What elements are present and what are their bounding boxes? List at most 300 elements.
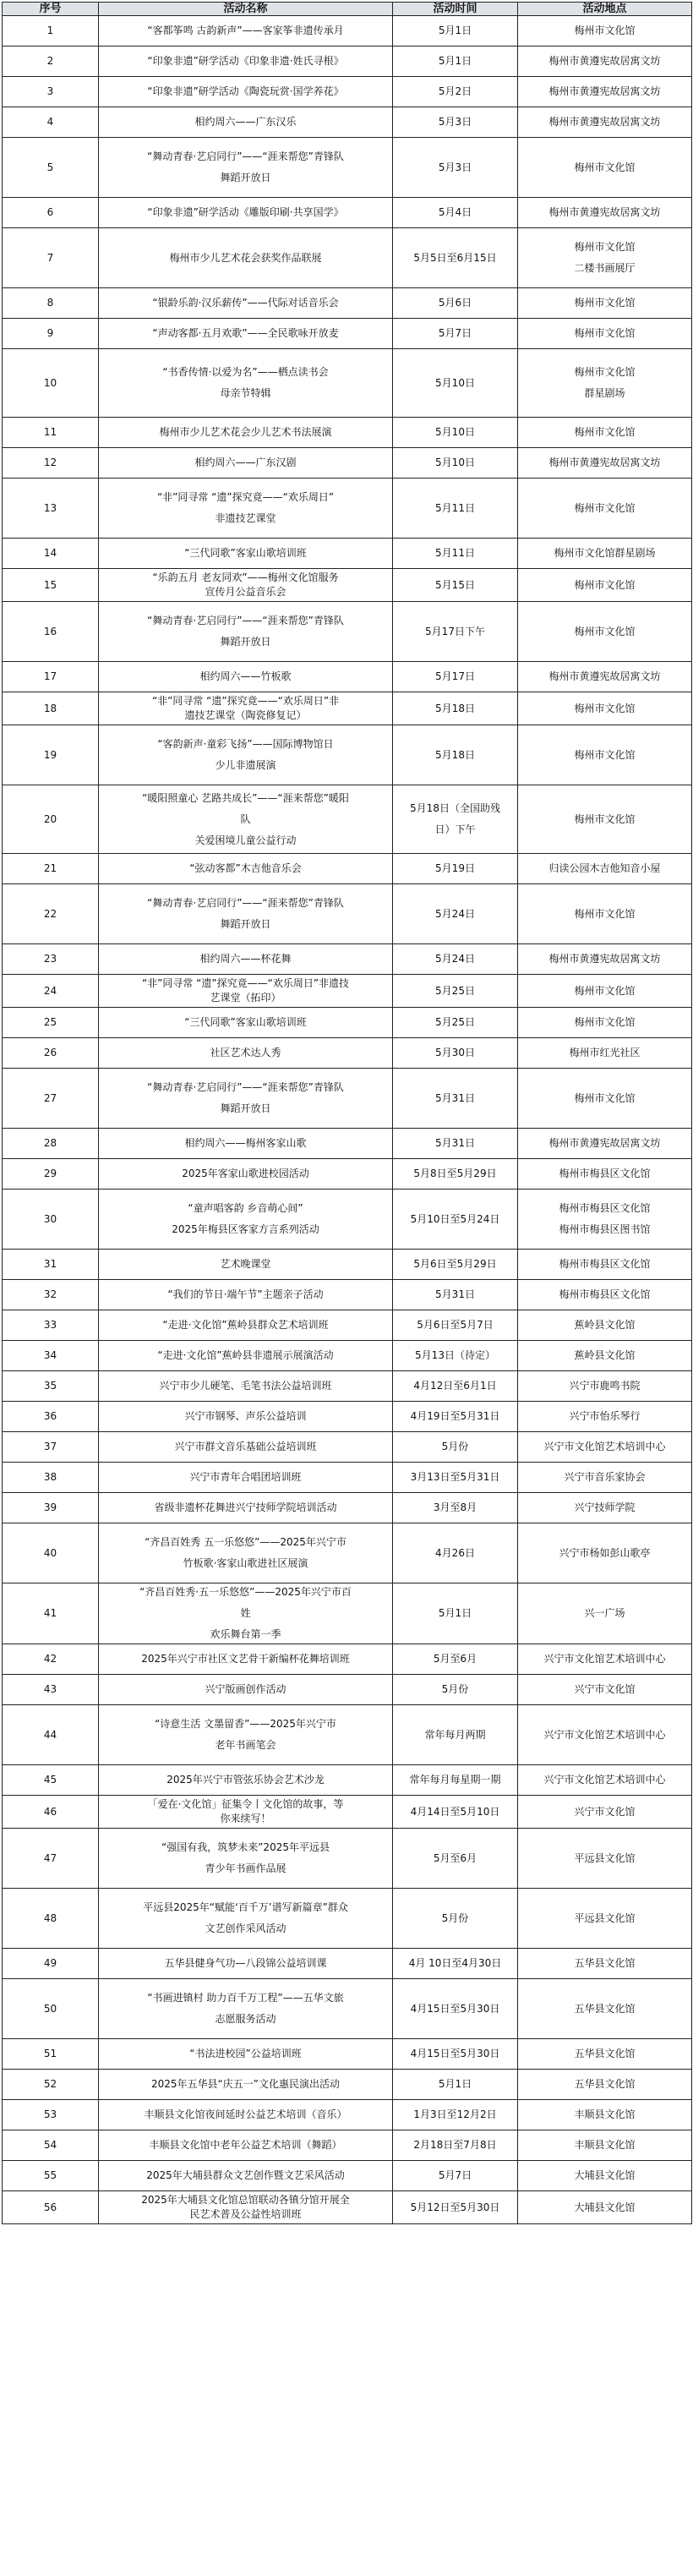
cell-name-line: “乐韵五月 老友同欢”——梅州文化馆服务 bbox=[152, 572, 339, 583]
cell-place-line: 五华县文化馆 bbox=[574, 2078, 636, 2090]
cell-time bbox=[393, 349, 518, 418]
cell-no: 26 bbox=[3, 1038, 99, 1069]
cell-place-line: 兴宁市文化馆艺术培训中心 bbox=[543, 1653, 666, 1665]
cell-name-line: “舞动青春·艺启同行”——“涯来帮您”青锋队 bbox=[147, 897, 344, 909]
cell-name-line: 兴宁市少儿硬笔、毛笔书法公益培训班 bbox=[159, 1380, 332, 1392]
cell-no: 3 bbox=[3, 77, 99, 107]
cell-no: 1 bbox=[3, 16, 99, 46]
cell-place bbox=[518, 1765, 692, 1796]
cell-name bbox=[99, 1310, 393, 1341]
cell-name-line: 兴宁市青年合唱团培训班 bbox=[189, 1471, 302, 1483]
cell-place bbox=[518, 692, 692, 725]
cell-place-line: 平远县文化馆 bbox=[574, 1911, 636, 1924]
cell-place-line: 梅州市文化馆 bbox=[574, 812, 636, 825]
cell-time-line: 5月1日 bbox=[438, 25, 472, 36]
cell-time-line: 5月1日 bbox=[438, 2078, 472, 2090]
cell-no: 30 bbox=[3, 1190, 99, 1250]
cell-time bbox=[393, 785, 518, 854]
cell-place bbox=[518, 2039, 692, 2070]
cell-time-line: 日）下午 bbox=[434, 823, 476, 835]
table-row bbox=[3, 107, 692, 138]
cell-time bbox=[393, 1371, 518, 1402]
cell-time-line: 5月6日至5月7日 bbox=[417, 1319, 494, 1331]
cell-name-line: “诗意生活 文墨留香”——2025年兴宁市 bbox=[155, 1718, 336, 1730]
table-row bbox=[3, 1675, 692, 1705]
cell-no: 25 bbox=[3, 1008, 99, 1038]
cell-place bbox=[518, 854, 692, 884]
cell-place bbox=[518, 1159, 692, 1190]
cell-name-line: 省级非遗杯花舞进兴宁技师学院培训活动 bbox=[154, 1501, 337, 1513]
cell-no: 51 bbox=[3, 2039, 99, 2070]
cell-time-line: 5月1日 bbox=[438, 1607, 472, 1619]
cell-name-line: “走进·文化馆”蕉岭县非遗展示展演活动 bbox=[157, 1349, 334, 1361]
cell-name bbox=[99, 725, 393, 785]
cell-name bbox=[99, 1675, 393, 1705]
cell-place-line: 兴宁市鹿鸣书院 bbox=[569, 1380, 641, 1392]
table-row bbox=[3, 725, 692, 785]
table-row bbox=[3, 288, 692, 319]
cell-time-line: 5月18日 bbox=[435, 702, 475, 714]
cell-name-line: 艺课堂（拓印） bbox=[210, 992, 281, 1004]
cell-no: 6 bbox=[3, 198, 99, 228]
header-place: 活动地点 bbox=[518, 3, 692, 16]
cell-name-line: 艺术晚课堂 bbox=[220, 1258, 271, 1270]
cell-place bbox=[518, 448, 692, 479]
cell-time-line: 5月17日下午 bbox=[425, 625, 485, 637]
cell-place bbox=[518, 138, 692, 198]
cell-no: 36 bbox=[3, 1402, 99, 1432]
cell-time-line: 5月10日 bbox=[435, 376, 475, 389]
table-row bbox=[3, 1129, 692, 1159]
table-row bbox=[3, 1463, 692, 1493]
cell-name-line: 竹板歌·客家山歌进社区展演 bbox=[183, 1557, 308, 1569]
cell-name-line: “印象非遗”研学活动《陶瓷玩赏·国学养花》 bbox=[147, 85, 344, 97]
cell-name-line: 2025年客家山歌进校园活动 bbox=[182, 1168, 309, 1179]
cell-time-line: 5月3日 bbox=[438, 161, 472, 173]
table-row bbox=[3, 448, 692, 479]
cell-name-line: “舞动青春·艺启同行”——“涯来帮您”青锋队 bbox=[147, 615, 344, 626]
cell-time-line: 5月8日至5月29日 bbox=[413, 1168, 497, 1179]
cell-name-line: 2025年大埔县群众文艺创作暨文艺采风活动 bbox=[146, 2169, 345, 2181]
cell-no: 37 bbox=[3, 1432, 99, 1463]
cell-name bbox=[99, 1341, 393, 1371]
cell-name bbox=[99, 1644, 393, 1675]
cell-time-line: 5月5日至6月15日 bbox=[413, 251, 497, 264]
cell-time-line: 5月24日 bbox=[435, 953, 475, 965]
table-row bbox=[3, 785, 692, 854]
table-row bbox=[3, 1493, 692, 1523]
cell-name bbox=[99, 2191, 393, 2224]
cell-name bbox=[99, 1583, 393, 1644]
cell-name bbox=[99, 662, 393, 692]
table-row bbox=[3, 1523, 692, 1583]
cell-place bbox=[518, 319, 692, 349]
cell-place bbox=[518, 2100, 692, 2130]
cell-name-line: 2025年兴宁市管弦乐协会艺术沙龙 bbox=[166, 1774, 325, 1786]
cell-place-line: 梅州市梅县区文化馆 bbox=[559, 1258, 651, 1270]
cell-time bbox=[393, 1008, 518, 1038]
cell-name bbox=[99, 1008, 393, 1038]
cell-time-line: 5月7日 bbox=[438, 2169, 472, 2181]
cell-place bbox=[518, 46, 692, 77]
cell-name-line: 民艺术普及公益性培训班 bbox=[189, 2208, 302, 2220]
cell-place bbox=[518, 288, 692, 319]
cell-no: 28 bbox=[3, 1129, 99, 1159]
cell-name-line: “非”同寻常 “遗”探究竟——“欢乐周日” bbox=[156, 491, 335, 503]
cell-time-line: 5月7日 bbox=[438, 327, 472, 339]
cell-name bbox=[99, 2100, 393, 2130]
cell-time bbox=[393, 1159, 518, 1190]
cell-place-line: 兴宁市文化馆 bbox=[574, 1683, 636, 1695]
cell-name bbox=[99, 1250, 393, 1280]
cell-name-line: 「爱在·文化馆」征集令丨文化馆的故事，等 bbox=[147, 1798, 344, 1810]
cell-name-line: 欢乐舞台第一季 bbox=[210, 1628, 281, 1640]
cell-time bbox=[393, 319, 518, 349]
cell-place-line: 梅州市文化馆 bbox=[574, 501, 636, 514]
cell-name-line: 梅州市少儿艺术花会获奖作品联展 bbox=[169, 251, 322, 264]
cell-place bbox=[518, 1038, 692, 1069]
cell-name bbox=[99, 16, 393, 46]
cell-time bbox=[393, 1675, 518, 1705]
cell-name-line: 舞蹈开放日 bbox=[220, 918, 271, 930]
header-time: 活动时间 bbox=[393, 3, 518, 16]
table-row bbox=[3, 884, 692, 944]
table-row bbox=[3, 1829, 692, 1889]
table-row bbox=[3, 228, 692, 288]
cell-name bbox=[99, 349, 393, 418]
cell-name-line: “非”同寻常 “遗”探究竟——“欢乐周日”非 bbox=[151, 695, 340, 707]
cell-name bbox=[99, 1280, 393, 1310]
table-row bbox=[3, 1979, 692, 2039]
table-row bbox=[3, 569, 692, 602]
table-row bbox=[3, 2130, 692, 2161]
cell-name bbox=[99, 1069, 393, 1129]
cell-time bbox=[393, 602, 518, 662]
cell-time-line: 5月6日 bbox=[438, 297, 472, 309]
cell-time-line: 5月24日 bbox=[435, 907, 475, 920]
cell-place-line: 五华县文化馆 bbox=[574, 1957, 636, 1969]
cell-place-line: 五华县文化馆 bbox=[574, 2002, 636, 2015]
cell-place bbox=[518, 1705, 692, 1765]
cell-time bbox=[393, 1523, 518, 1583]
cell-name bbox=[99, 944, 393, 975]
cell-time bbox=[393, 418, 518, 448]
table-header-row bbox=[3, 3, 692, 16]
cell-place-line: 梅州市文化馆 bbox=[574, 25, 636, 36]
cell-time bbox=[393, 1402, 518, 1432]
cell-place-line: 梅州市文化馆 bbox=[574, 161, 636, 173]
cell-name bbox=[99, 1889, 393, 1949]
cell-time bbox=[393, 1493, 518, 1523]
cell-place bbox=[518, 1402, 692, 1432]
cell-no: 19 bbox=[3, 725, 99, 785]
cell-time-line: 4月19日至5月31日 bbox=[410, 1410, 500, 1422]
cell-place-line: 大埔县文化馆 bbox=[574, 2201, 636, 2213]
cell-time bbox=[393, 138, 518, 198]
cell-place bbox=[518, 418, 692, 448]
cell-name bbox=[99, 1129, 393, 1159]
table-row bbox=[3, 602, 692, 662]
cell-name bbox=[99, 854, 393, 884]
cell-name-line: “强国有我，筑梦未来”2025年平远县 bbox=[161, 1841, 330, 1853]
cell-place bbox=[518, 16, 692, 46]
table-row bbox=[3, 539, 692, 569]
cell-time-line: 3月13日至5月31日 bbox=[410, 1471, 500, 1483]
cell-name-line: 丰顺县文化馆夜间延时公益艺术培训（音乐） bbox=[144, 2108, 347, 2120]
cell-time-line: 5月10日 bbox=[435, 426, 475, 438]
cell-time bbox=[393, 1190, 518, 1250]
cell-no: 15 bbox=[3, 569, 99, 602]
cell-place bbox=[518, 1796, 692, 1829]
cell-place-line: 梅州市文化馆 bbox=[574, 366, 636, 378]
cell-place bbox=[518, 1310, 692, 1341]
cell-name-line: “非”同寻常 “遗”探究竟——“欢乐周日”非遗技 bbox=[141, 977, 350, 989]
cell-name-line: “齐昌百姓秀·五一乐悠悠”——2025年兴宁市百 bbox=[139, 1586, 352, 1598]
cell-time bbox=[393, 2191, 518, 2224]
cell-time-line: 5月1日 bbox=[438, 55, 472, 67]
cell-name bbox=[99, 228, 393, 288]
cell-no: 4 bbox=[3, 107, 99, 138]
cell-time-line: 3月至8月 bbox=[433, 1501, 477, 1513]
table-row bbox=[3, 1038, 692, 1069]
cell-time-line: 5月6日至5月29日 bbox=[413, 1258, 497, 1270]
cell-name-line: 相约周六——竹板歌 bbox=[199, 670, 292, 682]
cell-name bbox=[99, 1949, 393, 1979]
cell-name-line: “客都筝鸣 古韵新声”——客家筝非遗传承月 bbox=[147, 25, 344, 36]
cell-name bbox=[99, 1705, 393, 1765]
cell-time bbox=[393, 975, 518, 1008]
cell-place bbox=[518, 1583, 692, 1644]
cell-place-line: 丰顺县文化馆 bbox=[574, 2139, 636, 2151]
cell-no: 7 bbox=[3, 228, 99, 288]
cell-place-line: 梅州市黄遵宪故居寓文坊 bbox=[548, 953, 661, 965]
cell-time bbox=[393, 107, 518, 138]
cell-time bbox=[393, 1889, 518, 1949]
cell-no: 10 bbox=[3, 349, 99, 418]
cell-no: 13 bbox=[3, 479, 99, 539]
table-row bbox=[3, 1889, 692, 1949]
cell-place-line: 梅州市文化馆 bbox=[574, 907, 636, 920]
cell-no: 40 bbox=[3, 1523, 99, 1583]
cell-time-line: 5月12日至5月30日 bbox=[410, 2201, 500, 2213]
cell-place-line: 丰顺县文化馆 bbox=[574, 2108, 636, 2120]
cell-name bbox=[99, 2161, 393, 2191]
cell-no: 39 bbox=[3, 1493, 99, 1523]
cell-time-line: 4月12日至6月1日 bbox=[413, 1380, 497, 1392]
cell-time bbox=[393, 1250, 518, 1280]
table-row bbox=[3, 138, 692, 198]
cell-place-line: 梅州市黄遵宪故居寓文坊 bbox=[548, 85, 661, 97]
cell-place bbox=[518, 1675, 692, 1705]
cell-no: 48 bbox=[3, 1889, 99, 1949]
cell-name-line: 文艺创作采风活动 bbox=[205, 1922, 286, 1934]
cell-time bbox=[393, 198, 518, 228]
cell-place bbox=[518, 1644, 692, 1675]
cell-no: 44 bbox=[3, 1705, 99, 1765]
cell-place-line: 归读公园木吉他知音小屋 bbox=[548, 862, 661, 874]
cell-place bbox=[518, 77, 692, 107]
cell-place bbox=[518, 1979, 692, 2039]
table-row bbox=[3, 2070, 692, 2100]
cell-name bbox=[99, 479, 393, 539]
cell-time bbox=[393, 944, 518, 975]
cell-place bbox=[518, 1829, 692, 1889]
cell-name bbox=[99, 1159, 393, 1190]
cell-time-line: 常年每月两期 bbox=[424, 1728, 486, 1741]
cell-place-line: 梅州市文化馆 bbox=[574, 241, 636, 253]
cell-name-line: 关爱困境儿童公益行动 bbox=[194, 834, 297, 846]
cell-name bbox=[99, 1190, 393, 1250]
cell-time-line: 5月份 bbox=[441, 1441, 469, 1452]
cell-place-line: 梅州市文化馆 bbox=[574, 625, 636, 637]
cell-name-line: 相约周六——广东汉乐 bbox=[194, 116, 297, 128]
cell-no: 46 bbox=[3, 1796, 99, 1829]
cell-time bbox=[393, 1796, 518, 1829]
cell-place-line: 梅州市文化馆 bbox=[574, 297, 636, 309]
cell-name-line: 非遗技艺课堂 bbox=[215, 512, 276, 524]
cell-no: 56 bbox=[3, 2191, 99, 2224]
cell-place-line: 大埔县文化馆 bbox=[574, 2169, 636, 2181]
cell-name-line: 2025年大埔县文化馆总馆联动各镇分馆开展全 bbox=[141, 2194, 350, 2206]
cell-time bbox=[393, 288, 518, 319]
cell-time-line: 5月至6月 bbox=[433, 1653, 477, 1665]
cell-time bbox=[393, 2070, 518, 2100]
cell-name bbox=[99, 1829, 393, 1889]
cell-time-line: 5月10日 bbox=[435, 457, 475, 468]
table-row bbox=[3, 1371, 692, 1402]
cell-name-line: 2025年五华县“庆五一”文化惠民演出活动 bbox=[151, 2078, 340, 2090]
cell-time bbox=[393, 2100, 518, 2130]
cell-place bbox=[518, 2161, 692, 2191]
table-row bbox=[3, 1705, 692, 1765]
cell-no: 31 bbox=[3, 1250, 99, 1280]
cell-place-line: 梅州市黄遵宪故居寓文坊 bbox=[548, 55, 661, 67]
cell-name-line: 舞蹈开放日 bbox=[220, 636, 271, 648]
cell-place-line: 梅州市文化馆群星剧场 bbox=[554, 547, 656, 559]
cell-name-line: “童声唱客韵 乡音萌心间” bbox=[188, 1202, 303, 1214]
cell-time bbox=[393, 1280, 518, 1310]
cell-time-line: 2月18日至7月8日 bbox=[413, 2139, 497, 2151]
cell-place-line: 梅州市文化馆 bbox=[574, 984, 636, 997]
cell-no: 12 bbox=[3, 448, 99, 479]
cell-no: 8 bbox=[3, 288, 99, 319]
cell-name bbox=[99, 785, 393, 854]
cell-time-line: 5月17日 bbox=[435, 670, 475, 682]
table-row bbox=[3, 1949, 692, 1979]
cell-no: 18 bbox=[3, 692, 99, 725]
cell-place bbox=[518, 1069, 692, 1129]
table-row bbox=[3, 1402, 692, 1432]
activity-table bbox=[2, 2, 692, 2224]
cell-name bbox=[99, 1402, 393, 1432]
cell-time-line: 5月2日 bbox=[438, 85, 472, 97]
cell-name bbox=[99, 198, 393, 228]
cell-name-line: “书香传情·以爱为名”——栖点读书会 bbox=[162, 366, 329, 378]
table-row bbox=[3, 1250, 692, 1280]
cell-place-line: 兴宁市怡乐琴行 bbox=[569, 1410, 641, 1422]
cell-no: 41 bbox=[3, 1583, 99, 1644]
cell-name bbox=[99, 77, 393, 107]
table-row bbox=[3, 1432, 692, 1463]
cell-time-line: 5月11日 bbox=[435, 547, 475, 559]
cell-name bbox=[99, 2070, 393, 2100]
table-row bbox=[3, 944, 692, 975]
cell-place-line: 梅州市文化馆 bbox=[574, 1091, 636, 1104]
cell-time bbox=[393, 2039, 518, 2070]
cell-name-line: “舞动青春·艺启同行”——“涯来帮您”青锋队 bbox=[147, 1081, 344, 1093]
cell-name-line: “声动客都·五月欢歌”——全民歌咏开放麦 bbox=[152, 327, 339, 339]
cell-no: 32 bbox=[3, 1280, 99, 1310]
cell-time-line: 5月4日 bbox=[438, 206, 472, 218]
cell-place bbox=[518, 2191, 692, 2224]
cell-no: 16 bbox=[3, 602, 99, 662]
cell-time bbox=[393, 1069, 518, 1129]
cell-time-line: 5月18日 bbox=[435, 748, 475, 761]
table-row bbox=[3, 46, 692, 77]
cell-place bbox=[518, 602, 692, 662]
cell-place-line: 兴宁市文化馆艺术培训中心 bbox=[543, 1728, 666, 1741]
cell-place-line: 蕉岭县文化馆 bbox=[574, 1319, 636, 1331]
cell-name bbox=[99, 107, 393, 138]
cell-no: 50 bbox=[3, 1979, 99, 2039]
cell-name bbox=[99, 975, 393, 1008]
cell-place bbox=[518, 1371, 692, 1402]
table-row bbox=[3, 1008, 692, 1038]
cell-name-line: “走进·文化馆”蕉岭县群众艺术培训班 bbox=[162, 1319, 329, 1331]
cell-no: 2 bbox=[3, 46, 99, 77]
table-row bbox=[3, 479, 692, 539]
cell-name bbox=[99, 418, 393, 448]
cell-time bbox=[393, 884, 518, 944]
cell-time-line: 常年每月每星期一期 bbox=[409, 1774, 501, 1786]
cell-time bbox=[393, 725, 518, 785]
cell-name bbox=[99, 1523, 393, 1583]
cell-name-line: “银龄乐韵·汉乐薪传”——代际对话音乐会 bbox=[152, 297, 339, 309]
table-row bbox=[3, 1644, 692, 1675]
table-row bbox=[3, 198, 692, 228]
cell-time-line: 5月19日 bbox=[435, 862, 475, 874]
cell-name-line: “弦动客都”木吉他音乐会 bbox=[189, 862, 302, 874]
table-row bbox=[3, 1796, 692, 1829]
cell-name bbox=[99, 692, 393, 725]
table-row bbox=[3, 1765, 692, 1796]
cell-time bbox=[393, 662, 518, 692]
cell-name-line: 姓 bbox=[240, 1607, 251, 1619]
cell-time-line: 4月26日 bbox=[435, 1546, 475, 1559]
cell-place bbox=[518, 349, 692, 418]
cell-place-line: 兴宁市文化馆艺术培训中心 bbox=[543, 1441, 666, 1452]
cell-place-line: 梅州市黄遵宪故居寓文坊 bbox=[548, 206, 661, 218]
cell-place bbox=[518, 975, 692, 1008]
cell-place-line: 兴一广场 bbox=[584, 1607, 625, 1619]
cell-place bbox=[518, 725, 692, 785]
cell-time bbox=[393, 1583, 518, 1644]
cell-name bbox=[99, 1796, 393, 1829]
cell-place-line: 梅州市黄遵宪故居寓文坊 bbox=[548, 1137, 661, 1149]
table-row bbox=[3, 1310, 692, 1341]
cell-name-line: “书法进校园”公益培训班 bbox=[189, 2048, 302, 2059]
cell-name bbox=[99, 539, 393, 569]
cell-name-line: 相约周六——梅州客家山歌 bbox=[184, 1137, 307, 1149]
cell-name-line: 2025年梅县区客家方言系列活动 bbox=[172, 1223, 319, 1235]
cell-name-line: 兴宁市群文音乐基础公益培训班 bbox=[174, 1441, 317, 1452]
cell-name bbox=[99, 319, 393, 349]
cell-place-line: 二楼书画展厅 bbox=[574, 262, 636, 274]
cell-name bbox=[99, 138, 393, 198]
cell-place-line: 梅州市梅县区文化馆 bbox=[559, 1288, 651, 1300]
cell-place bbox=[518, 1190, 692, 1250]
cell-time bbox=[393, 569, 518, 602]
